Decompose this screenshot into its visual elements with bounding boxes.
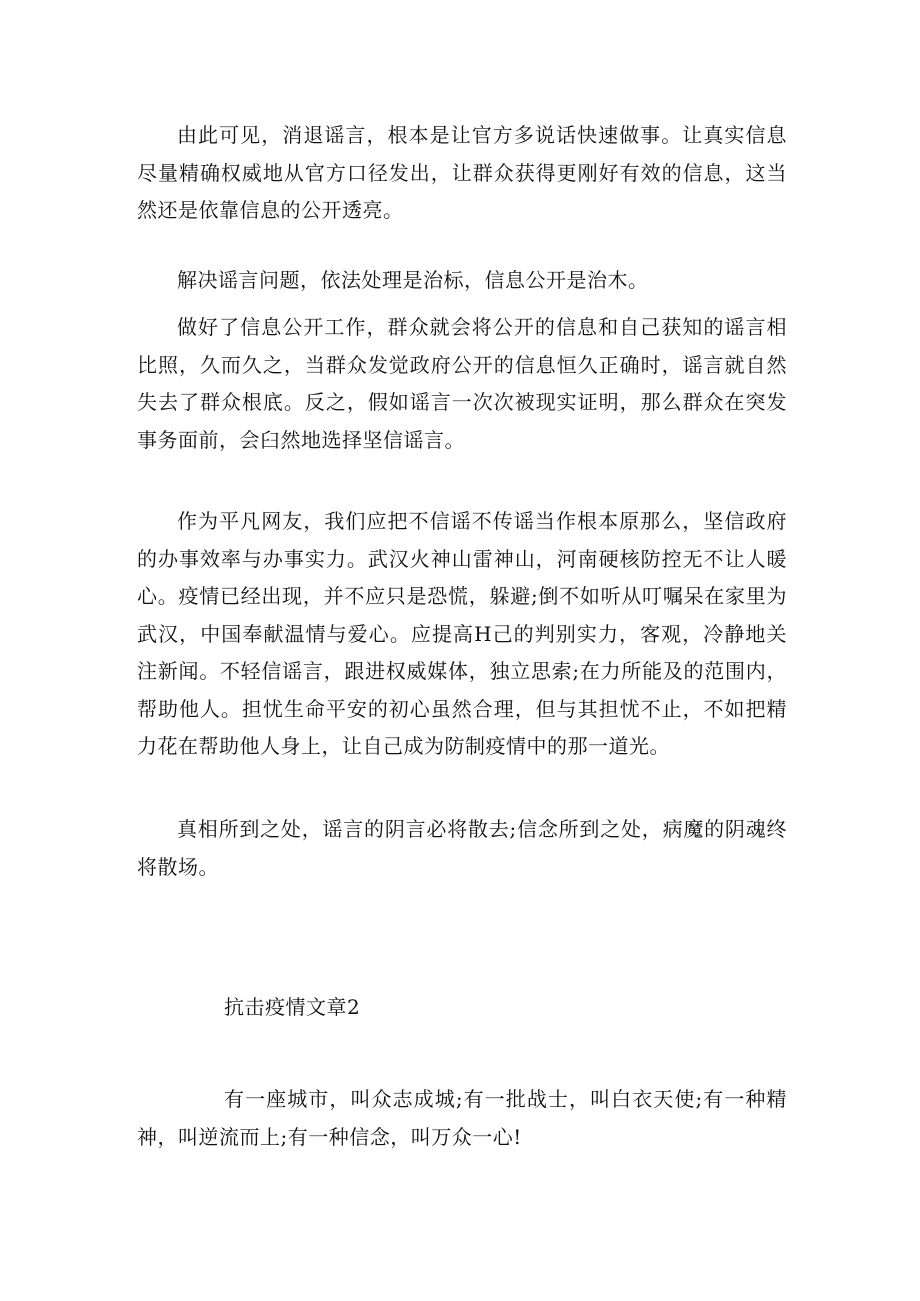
paragraph-information-disclosure: 做好了信息公开工作，群众就会将公开的信息和自己获知的谣言相比照，久而久之，当群众发觉政府公开的信息恒久正确时，谣言就自然失去了群众根底。反之，假如谣言一次次被现实证明，那么群众在突发事务面前，会臼然地选择坚信谣言。 xyxy=(137,315,787,452)
paragraph-city-and-fighters: 有一座城市，叫众志成城;有一批战士，叫白衣天使;有一种精神，叫逆流而上;有一种信念，叫万众一心! xyxy=(137,1087,787,1149)
paragraph-transparency: 由此可见，消退谣言，根本是让官方多说话快速做事。让真实信息尽量精确权威地从官方口径发出，让群众获得更刚好有效的信息，这当然还是依靠信息的公开透亮。 xyxy=(137,123,787,222)
paragraph-rumor-solution: 解决谣言问题，依法处理是治标，信息公开是治木。 xyxy=(177,268,649,292)
paragraph-truth-and-faith: 真相所到之处，谣言的阴言必将散去;信念所到之处，病魔的阴魂终将散场。 xyxy=(137,817,787,879)
section-title: 抗击疫情文章2 xyxy=(224,995,361,1019)
paragraph-netizen-responsibility: 作为平凡网友，我们应把不信谣不传谣当作根本原那么，坚信政府的办事效率与办事实力。武汉火神山雷神山，河南硬核防控无不让人暖心。疫情已经出现，并不应只是恐慌，躲避;倒不如听从叮嘱呆在家里为武汉，中国奉献温情与爱心。应提高H己的判别实力，客观，冷静地关注新闻。不轻信谣言，跟进权威媒体，独立思索;在力所能及的范围内，帮助他人。担忧生命平安的初心虽然合理，但与其担忧不止，不如把精力花在帮助他人身上，让自己成为防制疫情中的那一道光。 xyxy=(137,509,787,758)
